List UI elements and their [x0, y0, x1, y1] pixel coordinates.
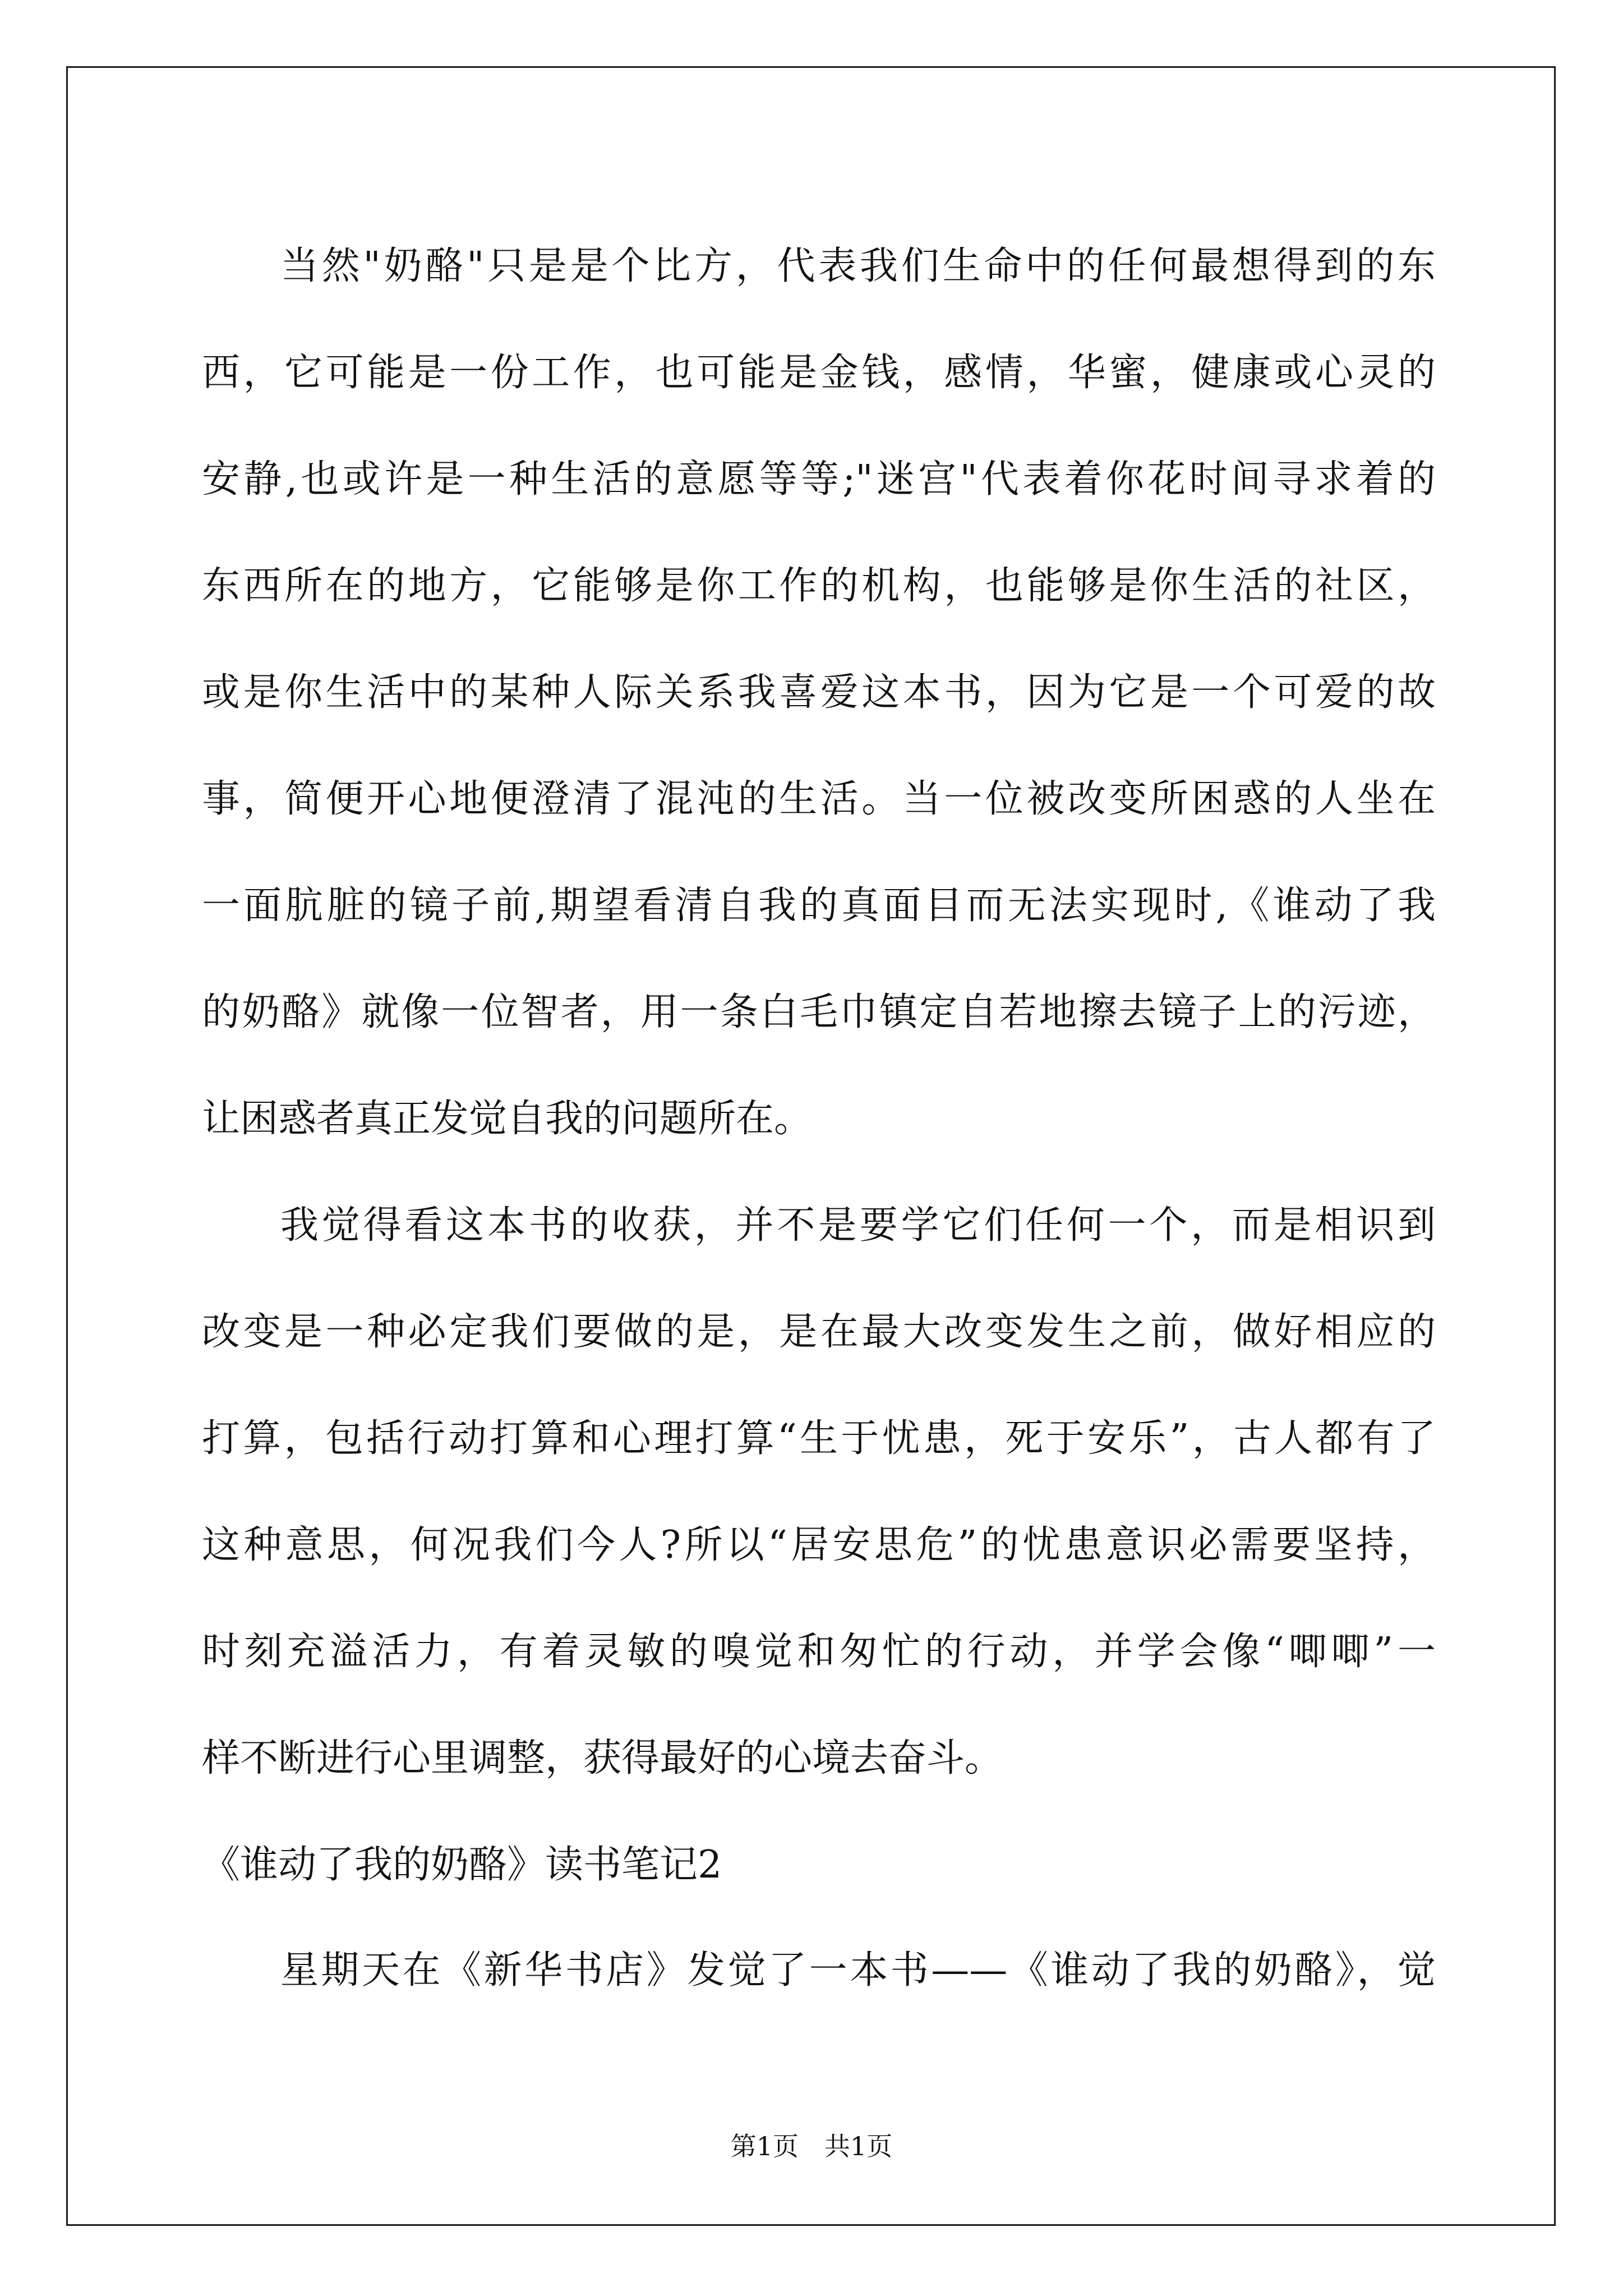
- paragraph-line: 让困惑者真正发觉自我的问题所在。: [202, 1097, 813, 1141]
- document-body: [202, 213, 1436, 2024]
- paragraph-line: 安静,也或许是一种生活的意愿等等;"迷宫"代表着你花时间寻求着的: [202, 457, 1436, 501]
- paragraph-line: 当然"奶酪"只是是个比方，代表我们生命中的任何最想得到的东: [280, 244, 1436, 288]
- paragraph-line: 样不断进行心里调整，获得最好的心境去奋斗。: [202, 1736, 1003, 1780]
- page-number: 第1页 共1页: [730, 2131, 893, 2161]
- paragraph-line: 时刻充溢活力，有着灵敏的嗅觉和匆忙的行动，并学会像“唧唧”一: [202, 1630, 1436, 1674]
- paragraph-line: 或是你生活中的某种人际关系我喜爱这本书，因为它是一个可爱的故: [202, 670, 1436, 715]
- paragraph-line: 一面肮脏的镜子前,期望看清自我的真面目而无法实现时,《谁动了我: [202, 884, 1436, 928]
- paragraph-line: 这种意思，何况我们今人?所以“居安思危”的忧患意识必需要坚持，: [202, 1523, 1436, 1567]
- paragraph-line: 东西所在的地方，它能够是你工作的机构，也能够是你生活的社区，: [202, 564, 1436, 608]
- paragraph-line: 星期天在《新华书店》发觉了一本书——《谁动了我的奶酪》，觉: [280, 1948, 1436, 1993]
- section-heading: 《谁动了我的奶酪》读书笔记2: [202, 1843, 722, 1887]
- paragraph-line: 改变是一种必定我们要做的是，是在最大改变发生之前，做好相应的: [202, 1310, 1436, 1354]
- paragraph-line: 的奶酪》就像一位智者，用一条白毛巾镇定自若地擦去镜子上的污迹，: [202, 990, 1436, 1034]
- paragraph-line: 西，它可能是一份工作，也可能是金钱，感情，华蜜，健康或心灵的: [202, 351, 1436, 395]
- paragraph-line: 打算，包括行动打算和心理打算“生于忧患，死于安乐”，古人都有了: [202, 1416, 1436, 1461]
- paragraph-line: 我觉得看这本书的收获，并不是要学它们任何一个，而是相识到: [280, 1203, 1436, 1248]
- paragraph-line: 事，简便开心地便澄清了混沌的生活。当一位被改变所困惑的人坐在: [202, 777, 1436, 821]
